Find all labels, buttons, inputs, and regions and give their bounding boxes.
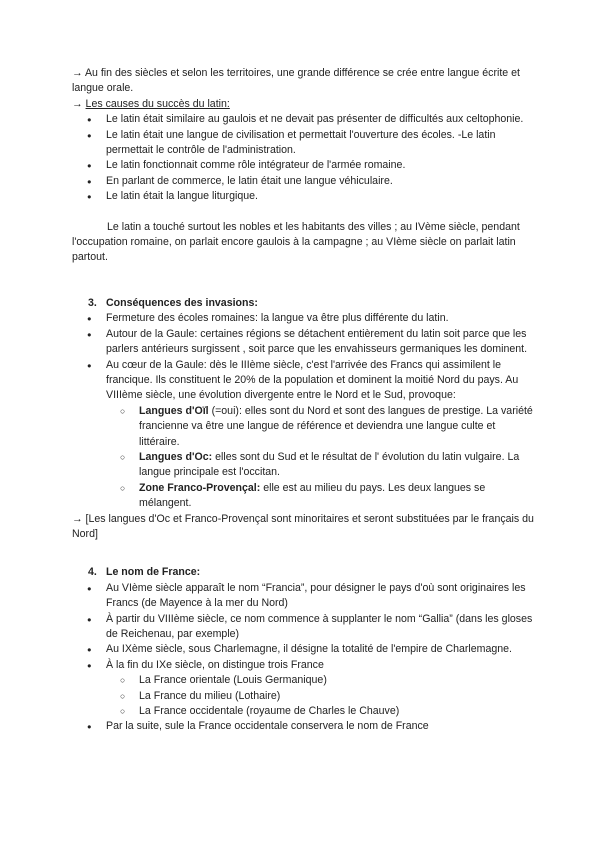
section-3-heading <box>72 296 534 311</box>
causes-list <box>72 112 534 204</box>
spacer <box>72 542 534 565</box>
spacer <box>72 266 534 296</box>
section-number: 4. <box>88 566 97 579</box>
section-number: 3. <box>88 296 97 309</box>
trois-france-list <box>106 673 534 719</box>
term: Langues d'Oïl <box>139 404 209 417</box>
spacer <box>72 205 534 220</box>
langues-list <box>106 404 534 512</box>
section-4-heading <box>72 565 534 580</box>
list-item <box>106 358 534 512</box>
document-page <box>72 66 534 735</box>
section-3-list <box>72 311 534 511</box>
coeur-text: Au cœur de la Gaule: dès le IIIème siècle, c'est l'arrivée des Francs qui assimilent le francique. Ils constituent le 20% de la population et dominent la moitié Nord du pays. Au VIIIème siècle, une évolution divergente entre le Nord et le Sud, provoque: <box>106 358 519 402</box>
list-item: ● Le latin était la langue liturgique. <box>106 189 534 204</box>
sub-list-item: ○ La France du milieu (Lothaire) <box>139 689 534 704</box>
section-4-list <box>72 581 534 735</box>
intro-line: → Au fin des siècles et selon les territoires, une grande différence se crée entre langue écrite et langue orale. <box>72 67 520 95</box>
list-item: ● Au VIème siècle apparaît le nom “Francia”, pour désigner le pays d'où sont originaires les Francs (de Mayence à la mer du Nord) <box>106 581 534 612</box>
definition: elle est au milieu du pays. Les deux langues se mélangent. <box>139 481 486 510</box>
sub-list-item <box>139 481 534 512</box>
list-item: ● À partir du VIIIème siècle, ce nom commence à supplanter le nom “Gallia” (dans les gloses de Reichenau, par exemple) <box>106 612 534 643</box>
body-paragraph: Le latin a touché surtout les nobles et les habitants des villes ; au IVème siècle, pendant l'occupation romaine, on parlait encore gaulois à la campagne ; au VIème siècle on parlait latin partout. <box>72 220 520 264</box>
section-title: Conséquences des invasions: <box>106 296 258 309</box>
sub-list-item: ○ La France occidentale (royaume de Charles le Chauve) <box>139 704 534 719</box>
trois-text: À la fin du IXe siècle, on distingue trois France <box>106 658 324 671</box>
definition: elles sont du Sud et le résultat de l' évolution du latin vulgaire. La langue principale est l'occitan. <box>139 450 520 479</box>
list-item: ● Le latin était similaire au gaulois et ne devait pas présenter de difficultés aux celtophonie. <box>106 112 534 127</box>
term: Zone Franco-Provençal: <box>139 481 261 494</box>
list-item <box>106 658 534 720</box>
causes-title: Les causes du succès du latin: <box>85 97 230 110</box>
sub-list-item <box>139 404 534 450</box>
section-3-conclusion: → [Les langues d'Oc et Franco-Provençal sont minoritaires et seront substituées par le français du Nord] <box>72 512 534 540</box>
term: Langues d'Oc: <box>139 450 213 463</box>
list-item: ● Au IXème siècle, sous Charlemagne, il désigne la totalité de l'empire de Charlemagne. <box>106 642 534 657</box>
list-item: ● Autour de la Gaule: certaines régions se détachent entièrement du latin soit parce que les parlers antérieurs surgissent , soit parce que les envahisseurs germaniques les dominent. <box>106 327 534 358</box>
arrow-glyph: → <box>72 97 86 110</box>
sub-list-item: ○ La France orientale (Louis Germanique) <box>139 673 534 688</box>
list-item: ● En parlant de commerce, le latin était une langue véhiculaire. <box>106 174 534 189</box>
causes-heading <box>72 97 534 112</box>
list-item: ● Par la suite, sule la France occidentale conservera le nom de France <box>106 719 534 734</box>
list-item: ● Fermeture des écoles romaines: la langue va être plus différente du latin. <box>106 311 534 326</box>
list-item: ● Le latin était une langue de civilisation et permettait l'ouverture des écoles. -Le latin permettait le contrôle de l'administration. <box>106 128 534 159</box>
list-item: ● Le latin fonctionnait comme rôle intégrateur de l'armée romaine. <box>106 158 534 173</box>
section-title: Le nom de France: <box>106 566 201 579</box>
definition: (=oui): elles sont du Nord et sont des langues de prestige. La variété francienne va être une langue de référence et deviendra une langue culte et littéraire. <box>139 404 533 448</box>
sub-list-item <box>139 450 534 481</box>
